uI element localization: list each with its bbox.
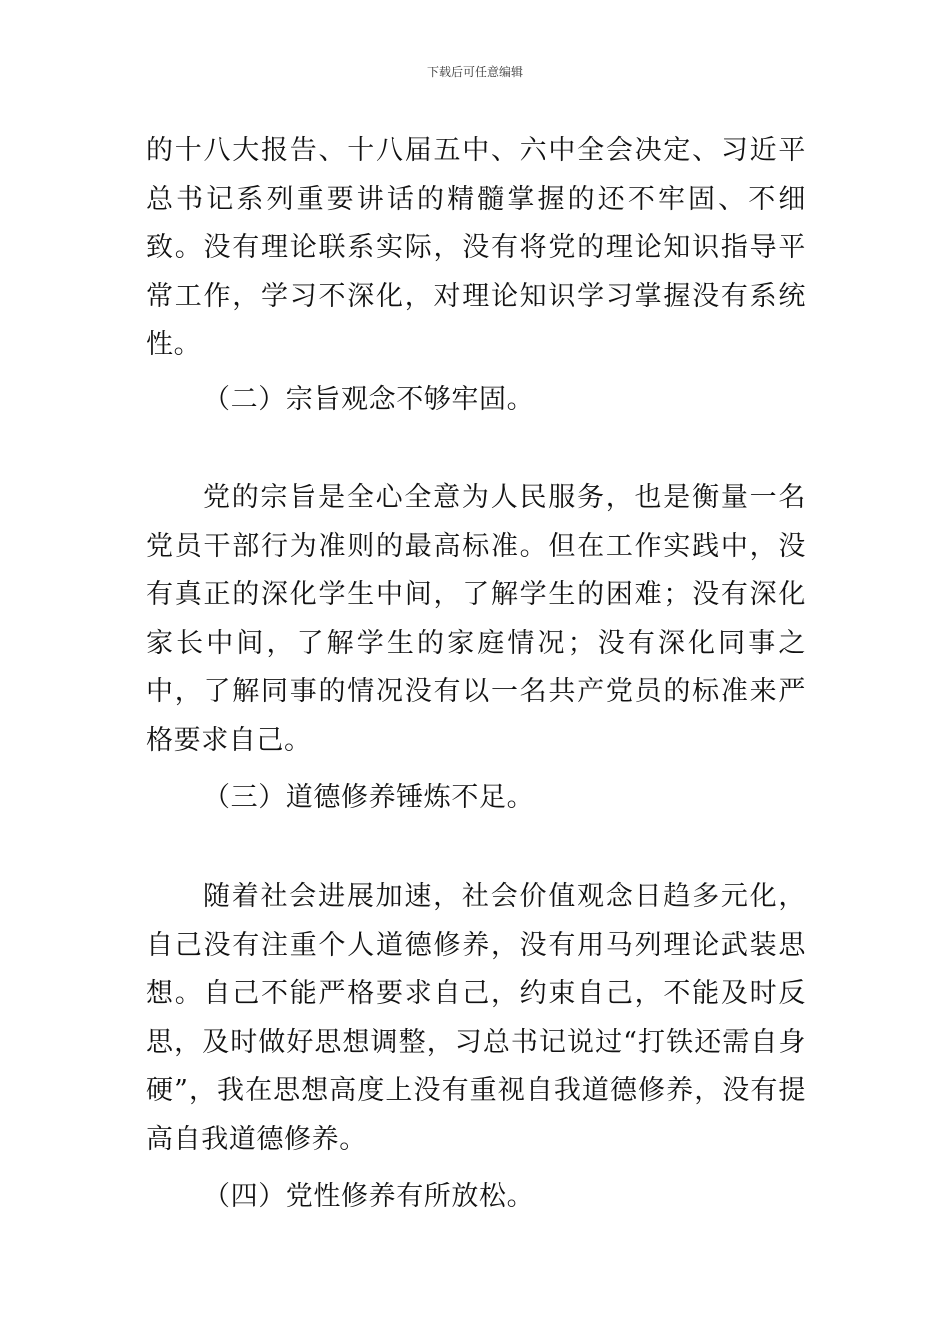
paragraph-moral-cultivation: 随着社会进展加速，社会价值观念日趋多元化，自己没有注重个人道德修养，没有用马列理论武装思想。自己不能严格要求自己，约束自己，不能及时反思，及时做好思想调整，习总书记说过“打铁还需自身硬”，我在思想高度上没有重视自我道德修养，没有提高自我道德修养。 [146, 881, 806, 1155]
section-heading-2: （二）宗旨观念不够牢固。 [203, 384, 535, 415]
paragraph-theory-study: 的十八大报告、十八届五中、六中全会决定、习近平总书记系列重要讲话的精髓掌握的还不牢固、不细致。没有理论联系实际，没有将党的理论知识指导平常工作，学习不深化，对理论知识学习掌握没有系统性。 [146, 135, 806, 360]
section-heading-3: （三）道德修养锤炼不足。 [203, 782, 535, 813]
paragraph-purpose: 党的宗旨是全心全意为人民服务，也是衡量一名党员干部行为准则的最高标准。但在工作实践中，没有真正的深化学生中间，了解学生的困难；没有深化家长中间，了解学生的家庭情况；没有深化同事之中，了解同事的情况没有以一名共产党员的标准来严格要求自己。 [146, 482, 806, 756]
section-heading-4: （四）党性修养有所放松。 [203, 1181, 535, 1212]
page-header: 下载后可任意编辑 [426, 65, 523, 79]
